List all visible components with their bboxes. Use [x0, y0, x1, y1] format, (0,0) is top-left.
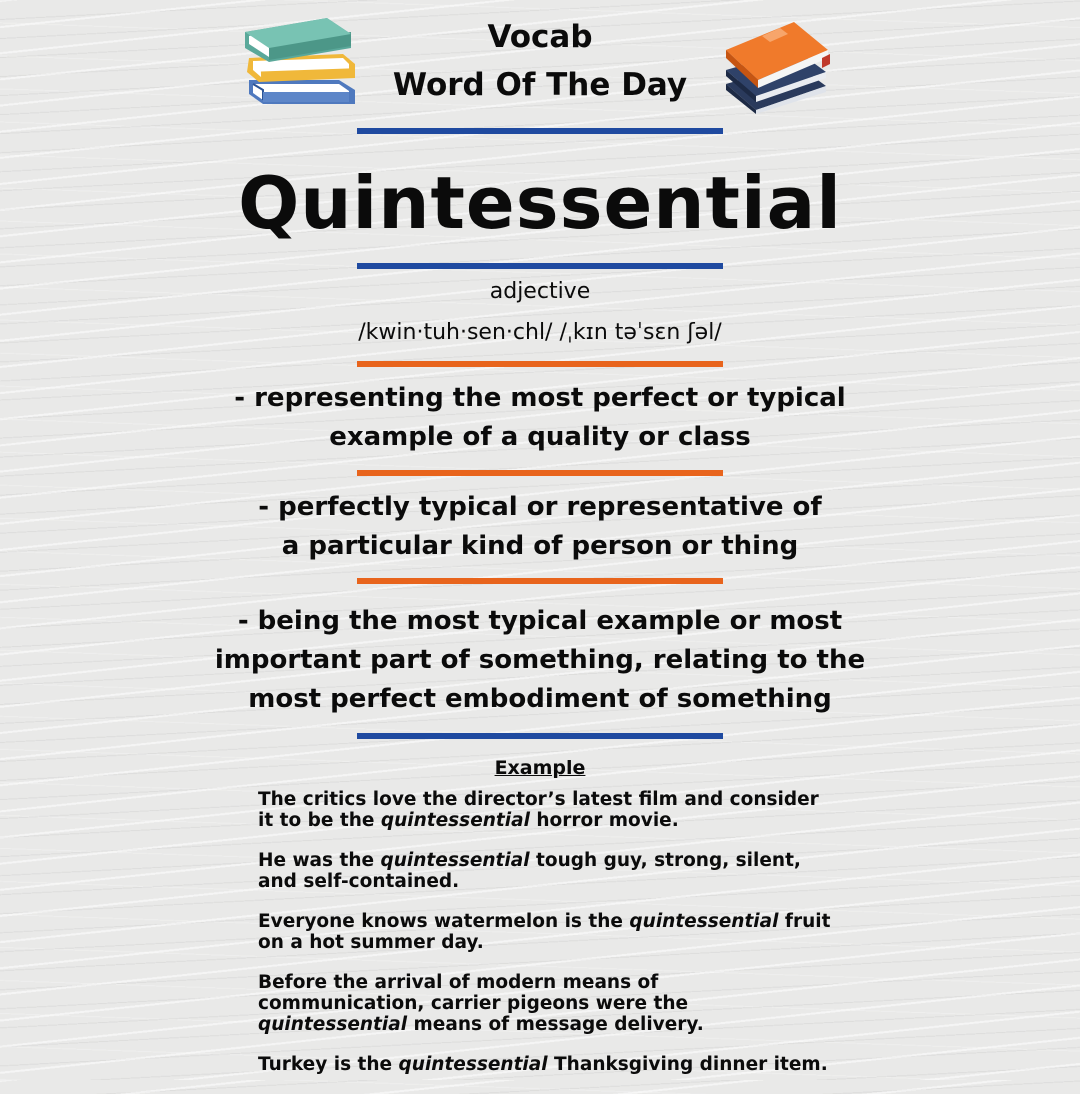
header-word-of-the-day: Word Of The Day — [392, 67, 688, 103]
divider — [357, 128, 723, 134]
divider — [357, 361, 723, 367]
definition-line: most perfect embodiment of something — [248, 684, 832, 714]
example-sentence: He was the quintessential tough guy, strong, silent, and self-contained. — [258, 850, 801, 892]
part-of-speech: adjective — [489, 279, 591, 304]
example-heading: Example — [494, 757, 586, 779]
definition-2 — [0, 488, 1080, 566]
divider — [357, 263, 723, 269]
divider — [357, 470, 723, 476]
definition-line: important part of something, relating to the — [214, 645, 866, 675]
header-vocab: Vocab — [487, 19, 593, 55]
pronunciation: /kwin·tuh·sen·chl/ /ˌkɪn təˈsɛn ʃəl/ — [358, 320, 722, 345]
example-list — [258, 789, 958, 1094]
highlighted-word: quintessential — [398, 1054, 548, 1075]
highlighted-word: quintessential — [380, 810, 530, 831]
highlighted-word: quintessential — [258, 1014, 408, 1035]
definition-line: example of a quality or class — [329, 422, 751, 452]
example-sentence: The critics love the director’s latest film and consider it to be the quintessential horror movie. — [258, 789, 819, 831]
word-title: Quintessential — [238, 161, 842, 245]
example-sentence: Turkey is the quintessential Thanksgiving dinner item. — [258, 1054, 828, 1075]
divider — [357, 578, 723, 584]
definition-3 — [0, 602, 1080, 719]
example-sentence: Everyone knows watermelon is the quintessential fruit on a hot summer day. — [258, 911, 831, 953]
highlighted-word: quintessential — [380, 850, 530, 871]
definition-1 — [0, 379, 1080, 457]
definition-line: a particular kind of person or thing — [281, 531, 799, 561]
example-sentence: Before the arrival of modern means of communication, carrier pigeons were the quintessential means of message delivery. — [258, 972, 704, 1035]
highlighted-word: quintessential — [629, 911, 779, 932]
definition-line: - being the most typical example or most — [237, 606, 843, 636]
definition-line: - perfectly typical or representative of — [258, 492, 822, 522]
definition-line: - representing the most perfect or typical — [234, 383, 846, 413]
divider — [357, 733, 723, 739]
